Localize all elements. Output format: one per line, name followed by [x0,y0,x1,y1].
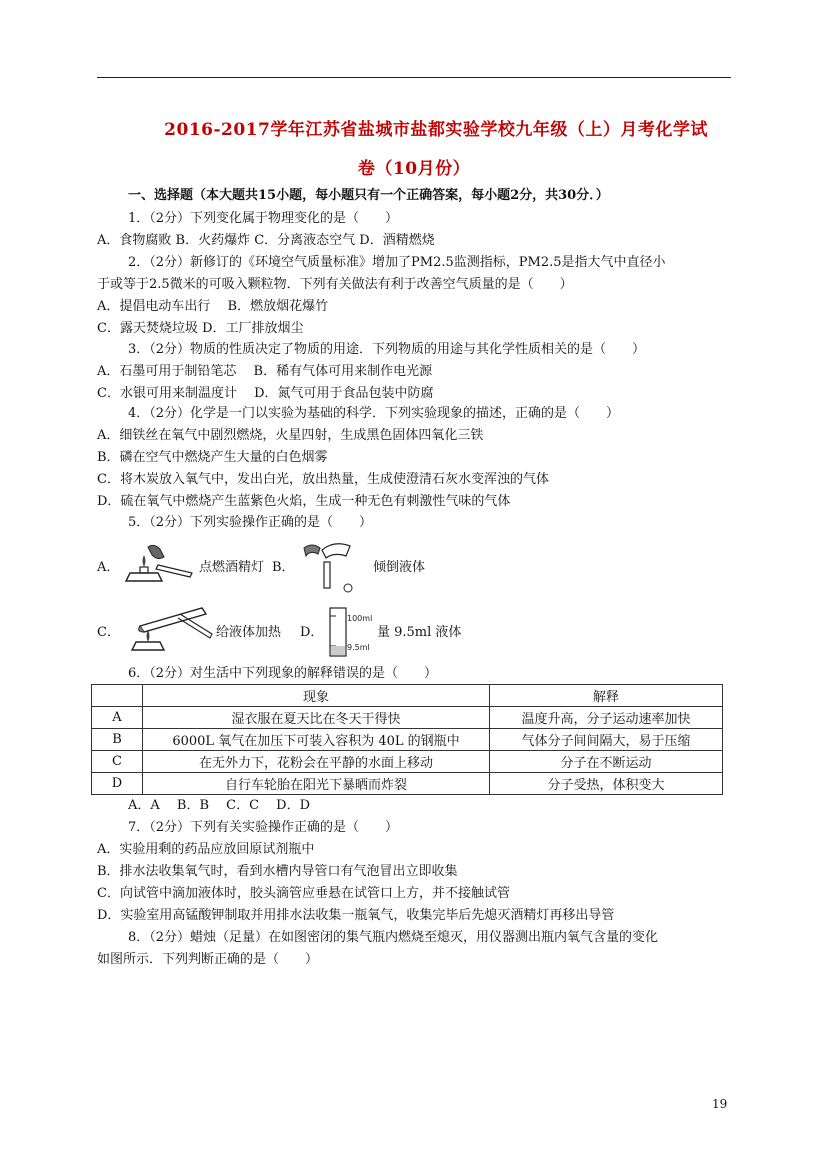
table-cell: 在无外力下，花粉会在平静的水面上移动 [143,751,490,773]
q5-stem: 5．（2分）下列实验操作正确的是（ ） [128,515,373,530]
table-cell: 6000L 氧气在加压下可装入容积为 40L 的钢瓶中 [143,729,490,751]
q2-options-ab: A．提倡电动车出行 B．燃放烟花爆竹 [97,299,329,314]
q4-stem: 4．（2分）化学是一门以实验为基础的科学．下列实验现象的描述，正确的是（ ） [128,406,620,421]
measuring-cylinder-figure [328,606,376,658]
q8-stem-line1: 8．（2分）蜡烛（足量）在如图密闭的集气瓶内燃烧至熄灭，用仪器测出瓶内氧气含量的变化 [128,930,659,945]
table-cell: 湿衣服在夏天比在冬天干得快 [143,707,490,729]
q1-options: A．食物腐败 B．火药爆炸 C．分离液态空气 D．酒精燃烧 [97,233,435,248]
lighting-alcohol-lamp-figure [118,543,198,589]
table-cell: 自行车轮胎在阳光下暴晒而炸裂 [143,773,490,795]
table-row [92,773,723,795]
q4-option-d: D．硫在氧气中燃烧产生蓝紫色火焰，生成一种无色有刺激性气味的气体 [97,494,511,509]
q4-option-c: C．将木炭放入氧气中，发出白光，放出热量，生成使澄清石灰水变浑浊的气体 [97,472,549,487]
q6-table [91,684,723,795]
table-row [92,751,723,773]
q7-option-d: D．实验室用高锰酸钾制取并用排水法收集一瓶氧气，收集完毕后先熄灭酒精灯再移出导管 [97,908,615,923]
table-cell: 分子受热，体积变大 [490,773,723,795]
table-cell: A [92,707,143,729]
q5-option-d-label: D． [300,625,324,640]
page-number: 19 [712,1097,728,1111]
q6-options: A．A B．B C．C D．D [128,798,311,813]
q3-options-ab: A．石墨可用于制铅笔芯 B．稀有气体可用来制作电光源 [97,364,433,379]
table-cell: C [92,751,143,773]
q7-option-c: C．向试管中滴加液体时，胶头滴管应垂悬在试管口上方，并不接触试管 [97,886,510,901]
q5-option-a-text: 点燃酒精灯 [199,560,265,575]
q1-stem: 1．（2分）下列变化属于物理变化的是（ ） [128,211,399,226]
q5-option-a-label: A． [97,560,120,575]
q8-stem-line2: 如图所示．下列判断正确的是（ ） [97,952,319,967]
exam-title-line1: 2016-2017学年江苏省盐城市盐都实验学校九年级（上）月考化学试 [164,120,708,140]
q2-options-cd: C．露天焚烧垃圾 D．工厂排放烟尘 [97,321,304,336]
pouring-liquid-figure [294,538,366,598]
q7-option-b: B．排水法收集氧气时，看到水槽内导管口有气泡冒出立即收集 [97,864,458,879]
q5-option-c-label: C． [97,625,120,640]
q5-option-b-text: 倾倒液体 [373,560,426,575]
q3-options-cd: C．水银可用来制温度计 D．氮气可用于食品包装中防腐 [97,386,434,401]
exam-title-line2: 卷（10月份） [357,159,471,179]
q5-option-c-text: 给液体加热 [216,625,282,640]
q4-option-a: A．细铁丝在氧气中剧烈燃烧，火星四射，生成黑色固体四氧化三铁 [97,428,484,443]
q3-stem: 3．（2分）物质的性质决定了物质的用途．下列物质的用途与其化学性质相关的是（ ） [128,342,646,357]
cylinder-label-top: 100ml [347,614,373,623]
table-cell: 气体分子间间隔大，易于压缩 [490,729,723,751]
q2-stem-line2: 于或等于2.5微米的可吸入颗粒物．下列有关做法有利于改善空气质量的是（ ） [97,277,573,292]
table-header-row [92,685,723,707]
q7-option-a: A．实验用剩的药品应放回原试剂瓶中 [97,842,315,857]
header-rule [97,77,731,78]
q4-option-b: B．磷在空气中燃烧产生大量的白色烟雾 [97,450,328,465]
q2-stem-line1: 2．（2分）新修订的《环境空气质量标准》增加了PM2.5监测指标，PM2.5是指大气中直径小 [128,255,666,270]
q7-stem: 7．（2分）下列有关实验操作正确的是（ ） [128,820,399,835]
table-cell: 温度升高，分子运动速率加快 [490,707,723,729]
cylinder-label-bottom: 9.5ml [347,643,370,652]
table-header-cell: 现象 [143,685,490,707]
table-row [92,729,723,751]
table-cell: D [92,773,143,795]
table-cell: 分子在不断运动 [490,751,723,773]
table-header-cell: 解释 [490,685,723,707]
table-row [92,707,723,729]
heating-liquid-figure [118,604,214,656]
q5-option-b-label: B． [272,560,295,575]
table-header-cell [92,685,143,707]
section-heading: 一、选择题（本大题共15小题，每小题只有一个正确答案，每小题2分，共30分．） [128,188,609,203]
q5-option-d-text: 量 9.5ml 液体 [377,625,462,640]
table-cell: B [92,729,143,751]
q6-stem: 6．（2分）对生活中下列现象的解释错误的是（ ） [128,666,438,681]
